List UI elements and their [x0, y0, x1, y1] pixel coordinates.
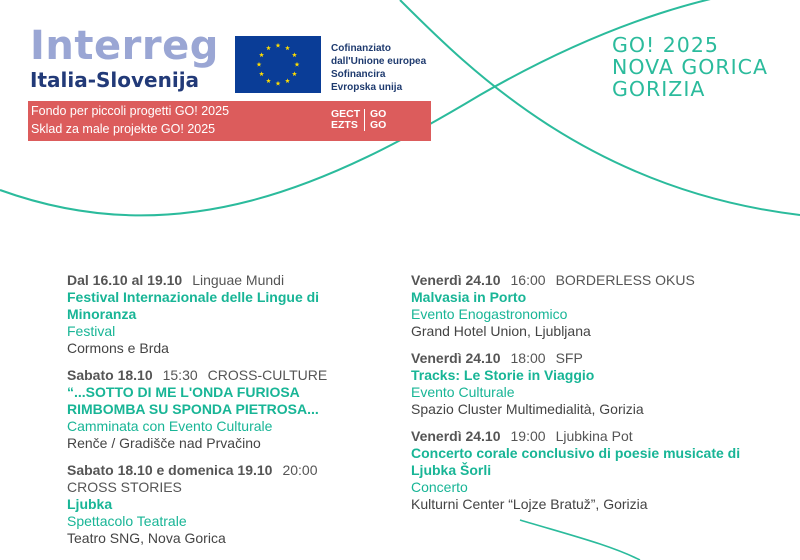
- event-title: Concerto corale conclusivo di poesie musicate di Ljubka Šorli: [411, 445, 741, 478]
- event-time: 20:00: [282, 462, 318, 478]
- event-organizer: Linguae Mundi: [192, 272, 285, 288]
- event-date: Venerdì 24.10: [411, 272, 501, 288]
- event-place: Teatro SNG, Nova Gorica: [67, 530, 226, 546]
- eu-line-3: Sofinancira: [331, 69, 386, 80]
- event-title: Festival Internazionale delle Lingue di Minoranza: [67, 289, 320, 322]
- gect-label: GECT: [331, 108, 361, 120]
- event-title: Tracks: Le Storie in Viaggio: [411, 367, 595, 383]
- event-date: Venerdì 24.10: [411, 428, 501, 444]
- go-label-1: GO: [370, 108, 387, 120]
- event-place: Cormons e Brda: [67, 340, 169, 356]
- event-place: Kulturni Center “Lojze Bratuž”, Gorizia: [411, 496, 648, 512]
- go2025-logo-line-2: NOVA GORICA: [612, 55, 769, 79]
- event-organizer: CROSS-CULTURE: [207, 367, 328, 383]
- eu-flag-icon: [235, 36, 321, 93]
- event-type: Spettacolo Teatrale: [67, 513, 187, 529]
- event-time: 15:30: [162, 367, 198, 383]
- event-place: Grand Hotel Union, Ljubljana: [411, 323, 591, 339]
- event-place: Renče / Gradišče nad Prvačino: [67, 435, 261, 451]
- event-date: Dal 16.10 al 19.10: [67, 272, 183, 288]
- gect-ezts-logo: [331, 109, 360, 131]
- event-title: Ljubka: [67, 496, 113, 512]
- event-time: 19:00: [510, 428, 546, 444]
- eu-line-1: Cofinanziato: [331, 43, 391, 54]
- fund-line-slovenian: Sklad za male projekte GO! 2025: [31, 122, 216, 136]
- event-date: Sabato 18.10: [67, 367, 153, 383]
- interreg-logo-title: Interreg: [30, 23, 219, 69]
- event-item: [411, 350, 771, 418]
- eu-cofunding-text: [331, 42, 426, 94]
- event-item: [67, 462, 367, 547]
- event-item: [67, 272, 367, 357]
- event-type: Evento Enogastronomico: [411, 306, 568, 322]
- event-type: Concerto: [411, 479, 468, 495]
- ezts-label: EZTS: [331, 119, 358, 131]
- go2025-logo-line-3: GORIZIA: [612, 77, 706, 101]
- fund-line-italian: Fondo per piccoli progetti GO! 2025: [31, 104, 230, 118]
- go2025-logo-line-1: GO! 2025: [612, 33, 719, 57]
- event-organizer: SFP: [555, 350, 583, 366]
- event-date: Sabato 18.10 e domenica 19.10: [67, 462, 273, 478]
- event-organizer: BORDERLESS OKUS: [555, 272, 695, 288]
- event-type: Festival: [67, 323, 116, 339]
- gect-divider: [364, 109, 365, 131]
- go-label-2: GO: [370, 119, 387, 131]
- event-item: [411, 272, 771, 340]
- event-place: Spazio Cluster Multimedialità, Gorizia: [411, 401, 644, 417]
- event-item: [67, 367, 367, 452]
- event-date: Venerdì 24.10: [411, 350, 501, 366]
- interreg-logo-subtitle: Italia-Slovenija: [30, 68, 200, 92]
- event-type: Evento Culturale: [411, 384, 515, 400]
- event-type: Camminata con Evento Culturale: [67, 418, 273, 434]
- event-title: Malvasia in Porto: [411, 289, 527, 305]
- event-time: 16:00: [510, 272, 546, 288]
- events-column-left: [67, 272, 367, 557]
- event-item: [411, 428, 771, 513]
- eu-line-2: dall'Unione europea: [331, 56, 427, 67]
- event-organizer: CROSS STORIES: [67, 479, 182, 495]
- event-title: “...SOTTO DI ME L'ONDA FURIOSA RIMBOMBA SU SPONDA PIETROSA...: [67, 384, 319, 417]
- event-time: 18:00: [510, 350, 546, 366]
- eu-line-4: Evropska unija: [331, 82, 403, 93]
- event-organizer: Ljubkina Pot: [555, 428, 633, 444]
- events-column-right: [411, 272, 771, 523]
- go2025-logo: [612, 34, 768, 100]
- go-go-logo: [370, 109, 386, 131]
- small-projects-fund-banner: [28, 101, 431, 141]
